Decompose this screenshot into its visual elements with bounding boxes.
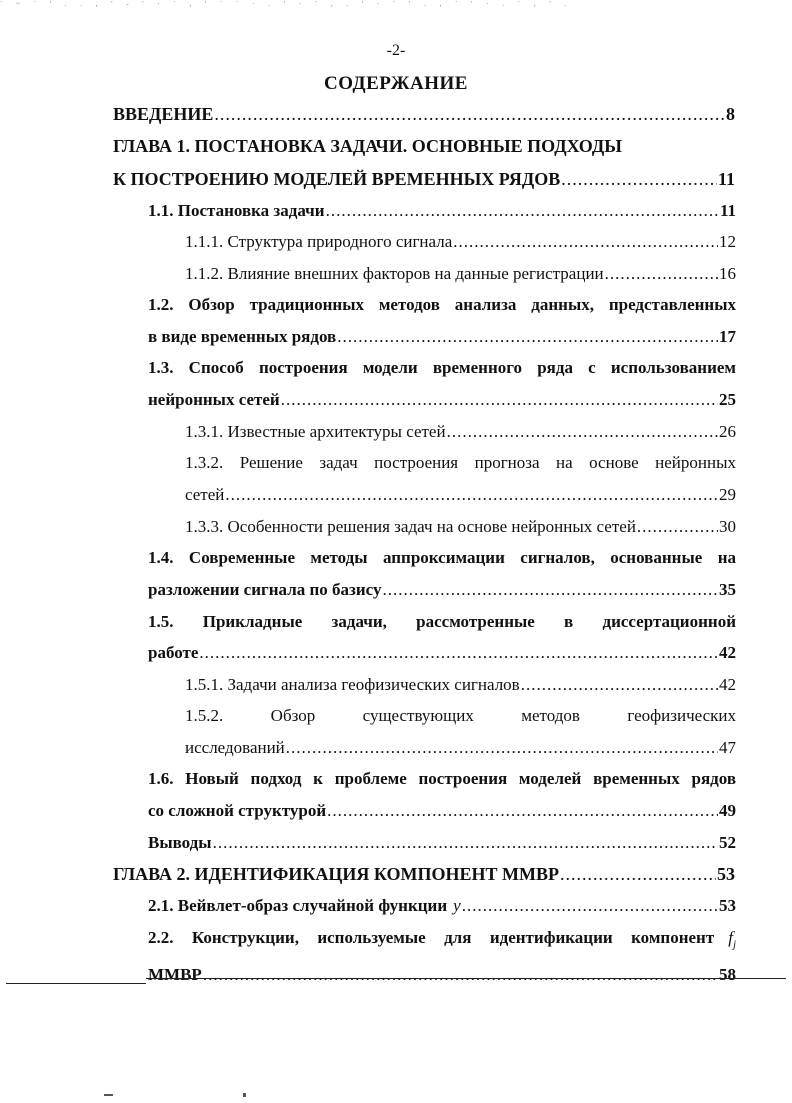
toc-page: 42 [719, 643, 736, 662]
toc-entry-1-3-3[interactable] [185, 517, 736, 537]
toc-label: ГЛАВА 2. ИДЕНТИФИКАЦИЯ КОМПОНЕНТ ММВР [113, 864, 560, 884]
scan-rule-right [146, 978, 786, 979]
toc-label: Выводы [148, 833, 212, 852]
toc-entry-chapter-1[interactable]: ГЛАВА 1. ПОСТАНОВКА ЗАДАЧИ. ОСНОВНЫЕ ПОДХОДЫ [113, 136, 622, 156]
leader-dots [281, 390, 718, 410]
toc-label: 1.1.1. Структура природного сигнала [185, 232, 453, 251]
toc-label: сетей [185, 485, 225, 504]
toc-page: 16 [719, 264, 736, 283]
toc-page: 17 [719, 327, 736, 346]
toc-entry-2-2-cont[interactable] [148, 965, 736, 985]
toc-page: 25 [719, 390, 736, 409]
leader-dots [453, 232, 718, 252]
toc-page: 12 [719, 232, 736, 251]
leader-dots [447, 422, 718, 442]
toc-label: 1.3.1. Известные архитектуры сетей [185, 422, 446, 441]
toc-page: 11 [719, 201, 736, 220]
scan-speck [243, 1093, 246, 1097]
toc-entry-1-5-2-cont[interactable] [185, 738, 736, 758]
scan-speck [104, 1094, 113, 1096]
scan-noise-top: ` ~ ` ' . . , ' - ' · ` , ' ` ` · . ' · ` , . ' · ` ' . , ` ' · . ` , ' . [0, 0, 573, 8]
toc-entry-1-4[interactable]: 1.4. Современные методы аппроксимации сигналов, основанные на [148, 548, 736, 567]
toc-entry-1-1-1[interactable] [185, 232, 736, 252]
toc-page: 49 [719, 801, 736, 820]
toc-entry-intro[interactable] [113, 104, 735, 125]
leader-dots [561, 169, 717, 190]
toc-entry-1-6[interactable]: 1.6. Новый подход к проблеме построения моделей временных рядов [148, 769, 736, 788]
toc-label: в виде временных рядов [148, 327, 337, 346]
toc-entry-1-5-1[interactable] [185, 675, 736, 695]
toc-label: 1.1. Постановка задачи [148, 201, 325, 220]
leader-dots [203, 965, 718, 985]
toc-entry-1-3[interactable]: 1.3. Способ построения модели временного ряда с использованием [148, 358, 736, 377]
leader-dots [521, 675, 718, 695]
toc-label: нейронных сетей [148, 390, 280, 409]
toc-entry-chapter-1-cont[interactable] [113, 169, 735, 190]
toc-label: работе [148, 643, 199, 662]
toc-page: 53 [717, 864, 735, 884]
toc-entry-1-2[interactable]: 1.2. Обзор традиционных методов анализа данных, представленных [148, 295, 736, 314]
toc-entry-2-1[interactable] [148, 896, 736, 916]
toc-page: 30 [719, 517, 736, 536]
toc-label: 1.5.1. Задачи анализа геофизических сигналов [185, 675, 520, 694]
toc-label: исследований [185, 738, 285, 757]
toc-entry-conclusions[interactable] [148, 833, 736, 853]
toc-page: 52 [719, 833, 736, 852]
toc-entry-1-2-cont[interactable] [148, 327, 736, 347]
toc-page: 8 [726, 104, 735, 124]
toc-label: ВВЕДЕНИЕ [113, 104, 214, 124]
toc-page: 11 [717, 169, 735, 189]
toc-entry-1-3-2[interactable]: 1.3.2. Решение задач построения прогноза на основе нейронных [185, 453, 736, 472]
leader-dots [462, 896, 718, 916]
toc-entry-1-5-cont[interactable] [148, 643, 736, 663]
toc-symbol: y [453, 896, 461, 915]
toc-entry-1-1[interactable] [148, 201, 736, 221]
toc-entry-1-4-cont[interactable] [148, 580, 736, 600]
toc-page: 35 [719, 580, 736, 599]
leader-dots [382, 580, 718, 600]
leader-dots [637, 517, 718, 537]
leader-dots [560, 864, 716, 885]
toc-entry-1-3-cont[interactable] [148, 390, 736, 410]
scan-rule-left [6, 983, 146, 984]
toc-label: 2.2. Конструкции, используемые для идентификации компонент [148, 928, 715, 947]
leader-dots [199, 643, 718, 663]
toc-entry-1-6-cont[interactable] [148, 801, 736, 821]
toc-label: 1.1.2. Влияние внешних факторов на данные регистрации [185, 264, 604, 283]
toc-symbol: $f_j$ [728, 928, 736, 951]
toc-page: 42 [719, 675, 736, 694]
leader-dots [214, 104, 725, 125]
toc-entry-1-3-1[interactable] [185, 422, 736, 442]
toc-entry-1-1-2[interactable] [185, 264, 736, 284]
page-title: СОДЕРЖАНИЕ [324, 73, 468, 94]
toc-label: со сложной структурой [148, 801, 327, 820]
leader-dots [337, 327, 718, 347]
toc-label: К ПОСТРОЕНИЮ МОДЕЛЕЙ ВРЕМЕННЫХ РЯДОВ [113, 169, 561, 189]
toc-page: 53 [719, 896, 736, 915]
toc-label: разложении сигнала по базису [148, 580, 382, 599]
toc-entry-2-2[interactable] [148, 928, 736, 950]
toc-entry-1-5-2[interactable]: 1.5.2. Обзор существующих методов геофизических [185, 706, 736, 725]
leader-dots [327, 801, 718, 821]
toc-entry-chapter-2[interactable] [113, 864, 735, 885]
toc-page: 58 [719, 965, 736, 984]
toc-label: ММВР [148, 965, 202, 984]
leader-dots [213, 833, 718, 853]
toc-page: 29 [719, 485, 736, 504]
leader-dots [326, 201, 719, 221]
leader-dots [286, 738, 718, 758]
page-number: -2- [386, 42, 406, 59]
leader-dots [225, 485, 718, 505]
toc-page: 47 [719, 738, 736, 757]
toc-entry-1-5[interactable]: 1.5. Прикладные задачи, рассмотренные в диссертационной [148, 612, 736, 631]
toc-entry-1-3-2-cont[interactable] [185, 485, 736, 505]
toc-label: 1.3.3. Особенности решения задач на основе нейронных сетей [185, 517, 636, 536]
toc-label: 2.1. Вейвлет-образ случайной функции [148, 896, 448, 915]
leader-dots [605, 264, 718, 284]
toc-page: 26 [719, 422, 736, 441]
